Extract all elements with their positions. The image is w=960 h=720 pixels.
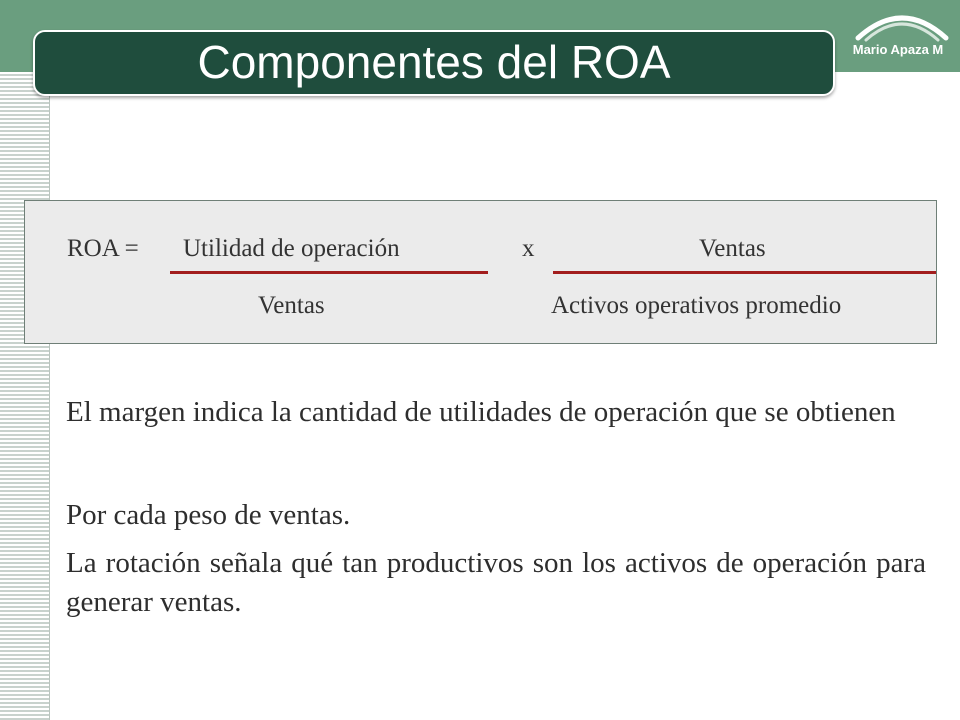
paragraph-rotation: La rotación señala qué tan productivos son los activos de operación para generar ventas. <box>66 547 926 618</box>
logo-arc-icon <box>852 4 952 44</box>
slide-title: Componentes del ROA <box>197 36 671 88</box>
formula-lhs: ROA = <box>67 235 139 262</box>
formula-operator: x <box>522 235 535 262</box>
title-banner <box>33 30 835 96</box>
term2-numerator: Ventas <box>699 235 766 262</box>
formula-box <box>24 200 937 344</box>
term1-numerator: Utilidad de operación <box>183 235 400 262</box>
left-striped-bar <box>0 72 50 720</box>
fraction-line-2 <box>553 271 936 274</box>
term2-denominator: Activos operativos promedio <box>551 292 842 319</box>
term1-denominator: Ventas <box>258 292 325 319</box>
author-label: Mario Apaza M <box>852 42 944 57</box>
fraction-line-1 <box>170 271 488 274</box>
paragraph-margin: El margen indica la cantidad de utilidades de operación que se obtienen <box>66 396 896 428</box>
paragraph-per-sale: Por cada peso de ventas. <box>66 499 351 531</box>
